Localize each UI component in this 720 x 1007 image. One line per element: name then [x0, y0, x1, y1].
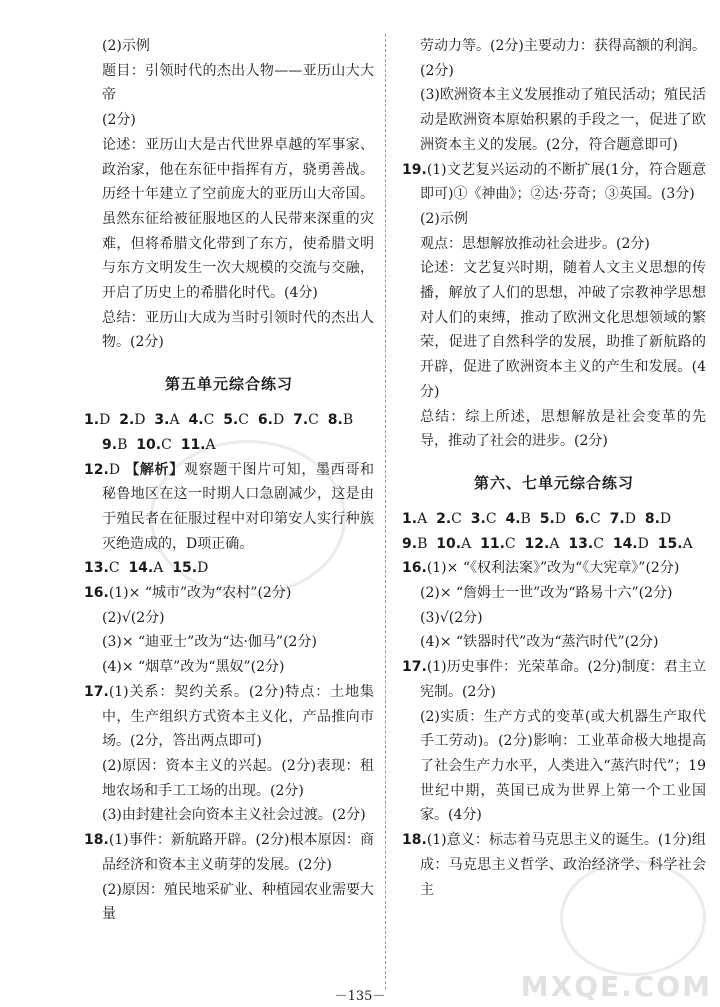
- mc-item: 2.C: [436, 510, 462, 527]
- mc-item: 9.B: [402, 535, 428, 552]
- text-paragraph: (2)原因：资本主义的兴起。(2分)表现：租地农场和手工工场的出现。(2分): [102, 757, 374, 799]
- mc-item: 9.B: [102, 436, 128, 453]
- question-18: 18.(1)事件：新航路开辟。(2分)根本原因：商品经济和资本主义萌芽的发展。(2分): [84, 832, 374, 873]
- question-17: 17.(1)历史事件：光荣革命。(2分)制度：君主立宪制。(2分): [402, 659, 706, 700]
- mc-item: 14.A: [128, 560, 164, 577]
- mc-item: 15.D: [172, 560, 209, 577]
- mc-item: 10.A: [436, 535, 472, 552]
- text-line: (3)√(2分): [420, 609, 483, 626]
- mc-item: 11.C: [480, 535, 516, 552]
- section-title: 第五单元综合练习: [164, 375, 293, 394]
- right-column: [402, 34, 706, 902]
- mc-item: 8.B: [327, 412, 354, 429]
- mc-item: 7.D: [609, 510, 636, 527]
- text-line: (3)由封建社会向资本主义社会过渡。(2分): [102, 807, 366, 824]
- text-line: (3)× “迪亚士”改为“达·伽马”(2分): [102, 634, 317, 651]
- mc-item: 3.A: [154, 412, 180, 429]
- question-16: 16.(1)× “城市”改为“农村”(2分): [84, 585, 292, 602]
- mc-item: 6.C: [574, 510, 601, 527]
- mc-item: 12.A: [524, 535, 560, 552]
- text-paragraph: 论述：亚历山大是古代世界卓越的军事家、政治家，他在东征中指挥有方，骁勇善战。历经十年建立了空前庞大的亚历山大帝国。虽然东征给被征服地区的人民带来深重的灾难，但将希腊文化带到了东方，使希腊文明与东方文明发生一次大规模的交流与交融，开启了历史上的希腊化时代。(4分): [102, 136, 374, 302]
- mc-item: 13.C: [568, 535, 604, 552]
- text-line: (2)√(2分): [102, 609, 165, 626]
- text-paragraph: (2)实质：生产方式的变革(或大机器生产取代手工劳动)。(2分)影响：工业革命极大地提高了社会生产力水平，人类进入“蒸汽时代”；19世纪中期，英国已成为世界上第一个工业国家。(4分): [420, 708, 706, 824]
- mc-item: 5.D: [539, 510, 567, 527]
- mc-item: 11.A: [180, 436, 216, 453]
- mc-item: 2.D: [119, 412, 146, 429]
- mc-item: 13.C: [84, 560, 120, 577]
- question-17: 17.(1)关系：契约关系。(2分)特点：土地集中，生产组织方式资本主义化，产品推向市场。(2分，答出两点即可): [84, 683, 374, 750]
- text-line: (2)示例: [420, 210, 468, 227]
- mc-item: 3.C: [470, 510, 497, 527]
- question-12: 12.D 【解析】观察题干图片可知，墨西哥和秘鲁地区在这一时期人口急剧减少，这是由于殖民者在征服过程中对印第安人实行种族灭绝造成的，D项正确。: [84, 461, 375, 552]
- watermark-logo: MXQE.COM: [520, 970, 712, 1003]
- text-line: (4)× “烟草”改为“黑奴”(2分): [102, 659, 285, 676]
- mc-item: 15.A: [657, 535, 693, 552]
- mc-item: 4.C: [188, 412, 215, 429]
- text-line: 观点：思想解放推动社会进步。(2分): [420, 235, 650, 252]
- question-16: 16.(1)× “《权利法案》”改为“《大宪章》”(2分): [402, 560, 680, 577]
- mc-item: 1.A: [402, 510, 428, 527]
- text-paragraph: 论述：文艺复兴时期，随着人文主义思想的传播，解放了人们的思想，冲破了宗教神学思想对人们的束缚，推动了欧洲文化思想领域的繁荣，促进了自然科学的发展，助推了新航路的开辟，促进了欧洲资本主义的产生和发展。(4分): [420, 260, 706, 400]
- text-paragraph: 总结：综上所述，思想解放是社会变革的先导，推动了社会的进步。(2分): [420, 408, 706, 450]
- mc-answers-row: [84, 433, 374, 458]
- column-divider: [385, 34, 386, 989]
- mc-item: 5.C: [223, 412, 249, 429]
- mc-answers-row: [84, 408, 374, 433]
- mc-item: 6.D: [257, 412, 285, 429]
- mc-item: 1.D: [84, 412, 111, 429]
- text-paragraph: 劳动力等。(2分)主要动力：获得高额的利润。(2分): [420, 38, 706, 79]
- mc-answers-row: [402, 507, 706, 532]
- question-19: 19.(1)文艺复兴运动的不断扩展(1分，符合题意即可)①《神曲》；②达·芬奇；③英国。(3分): [402, 161, 706, 203]
- mc-answers-row: [402, 532, 706, 557]
- left-column: [84, 34, 374, 927]
- page-number: －135－: [334, 989, 386, 1004]
- text-line: (2)原因：殖民地采矿业、种植园农业需要大量: [102, 881, 374, 923]
- mc-item: 7.C: [293, 412, 319, 429]
- text-paragraph: (3)欧洲资本主义发展推动了殖民活动；殖民活动是欧洲资本原始积累的手段之一，促进了欧洲资本主义的发展。(2分，符合题意即可): [420, 87, 706, 153]
- text-line: (2)× “詹姆士一世”改为“路易十六”(2分): [420, 585, 673, 602]
- text-line: (2)示例: [102, 38, 150, 54]
- mc-item: 8.D: [644, 510, 672, 527]
- section-title: 第六、七单元综合练习: [473, 473, 634, 492]
- mc-item: 4.B: [505, 510, 531, 527]
- text-line: (4)× “铁器时代”改为“蒸汽时代”(2分): [420, 634, 659, 651]
- text-line: (2分): [102, 112, 136, 129]
- mc-item: 14.D: [612, 535, 649, 552]
- text-paragraph: 总结：亚历山大成为当时引领时代的杰出人物。(2分): [102, 309, 374, 351]
- mc-answers-row: [84, 556, 374, 581]
- question-18: 18.(1)意义：标志着马克思主义的诞生。(1分)组成：马克思主义哲学、政治经济学、科学社会主: [402, 832, 706, 898]
- text-line: 题目：引领时代的杰出人物——亚历山大大帝: [102, 62, 374, 104]
- mc-item: 10.C: [136, 436, 172, 453]
